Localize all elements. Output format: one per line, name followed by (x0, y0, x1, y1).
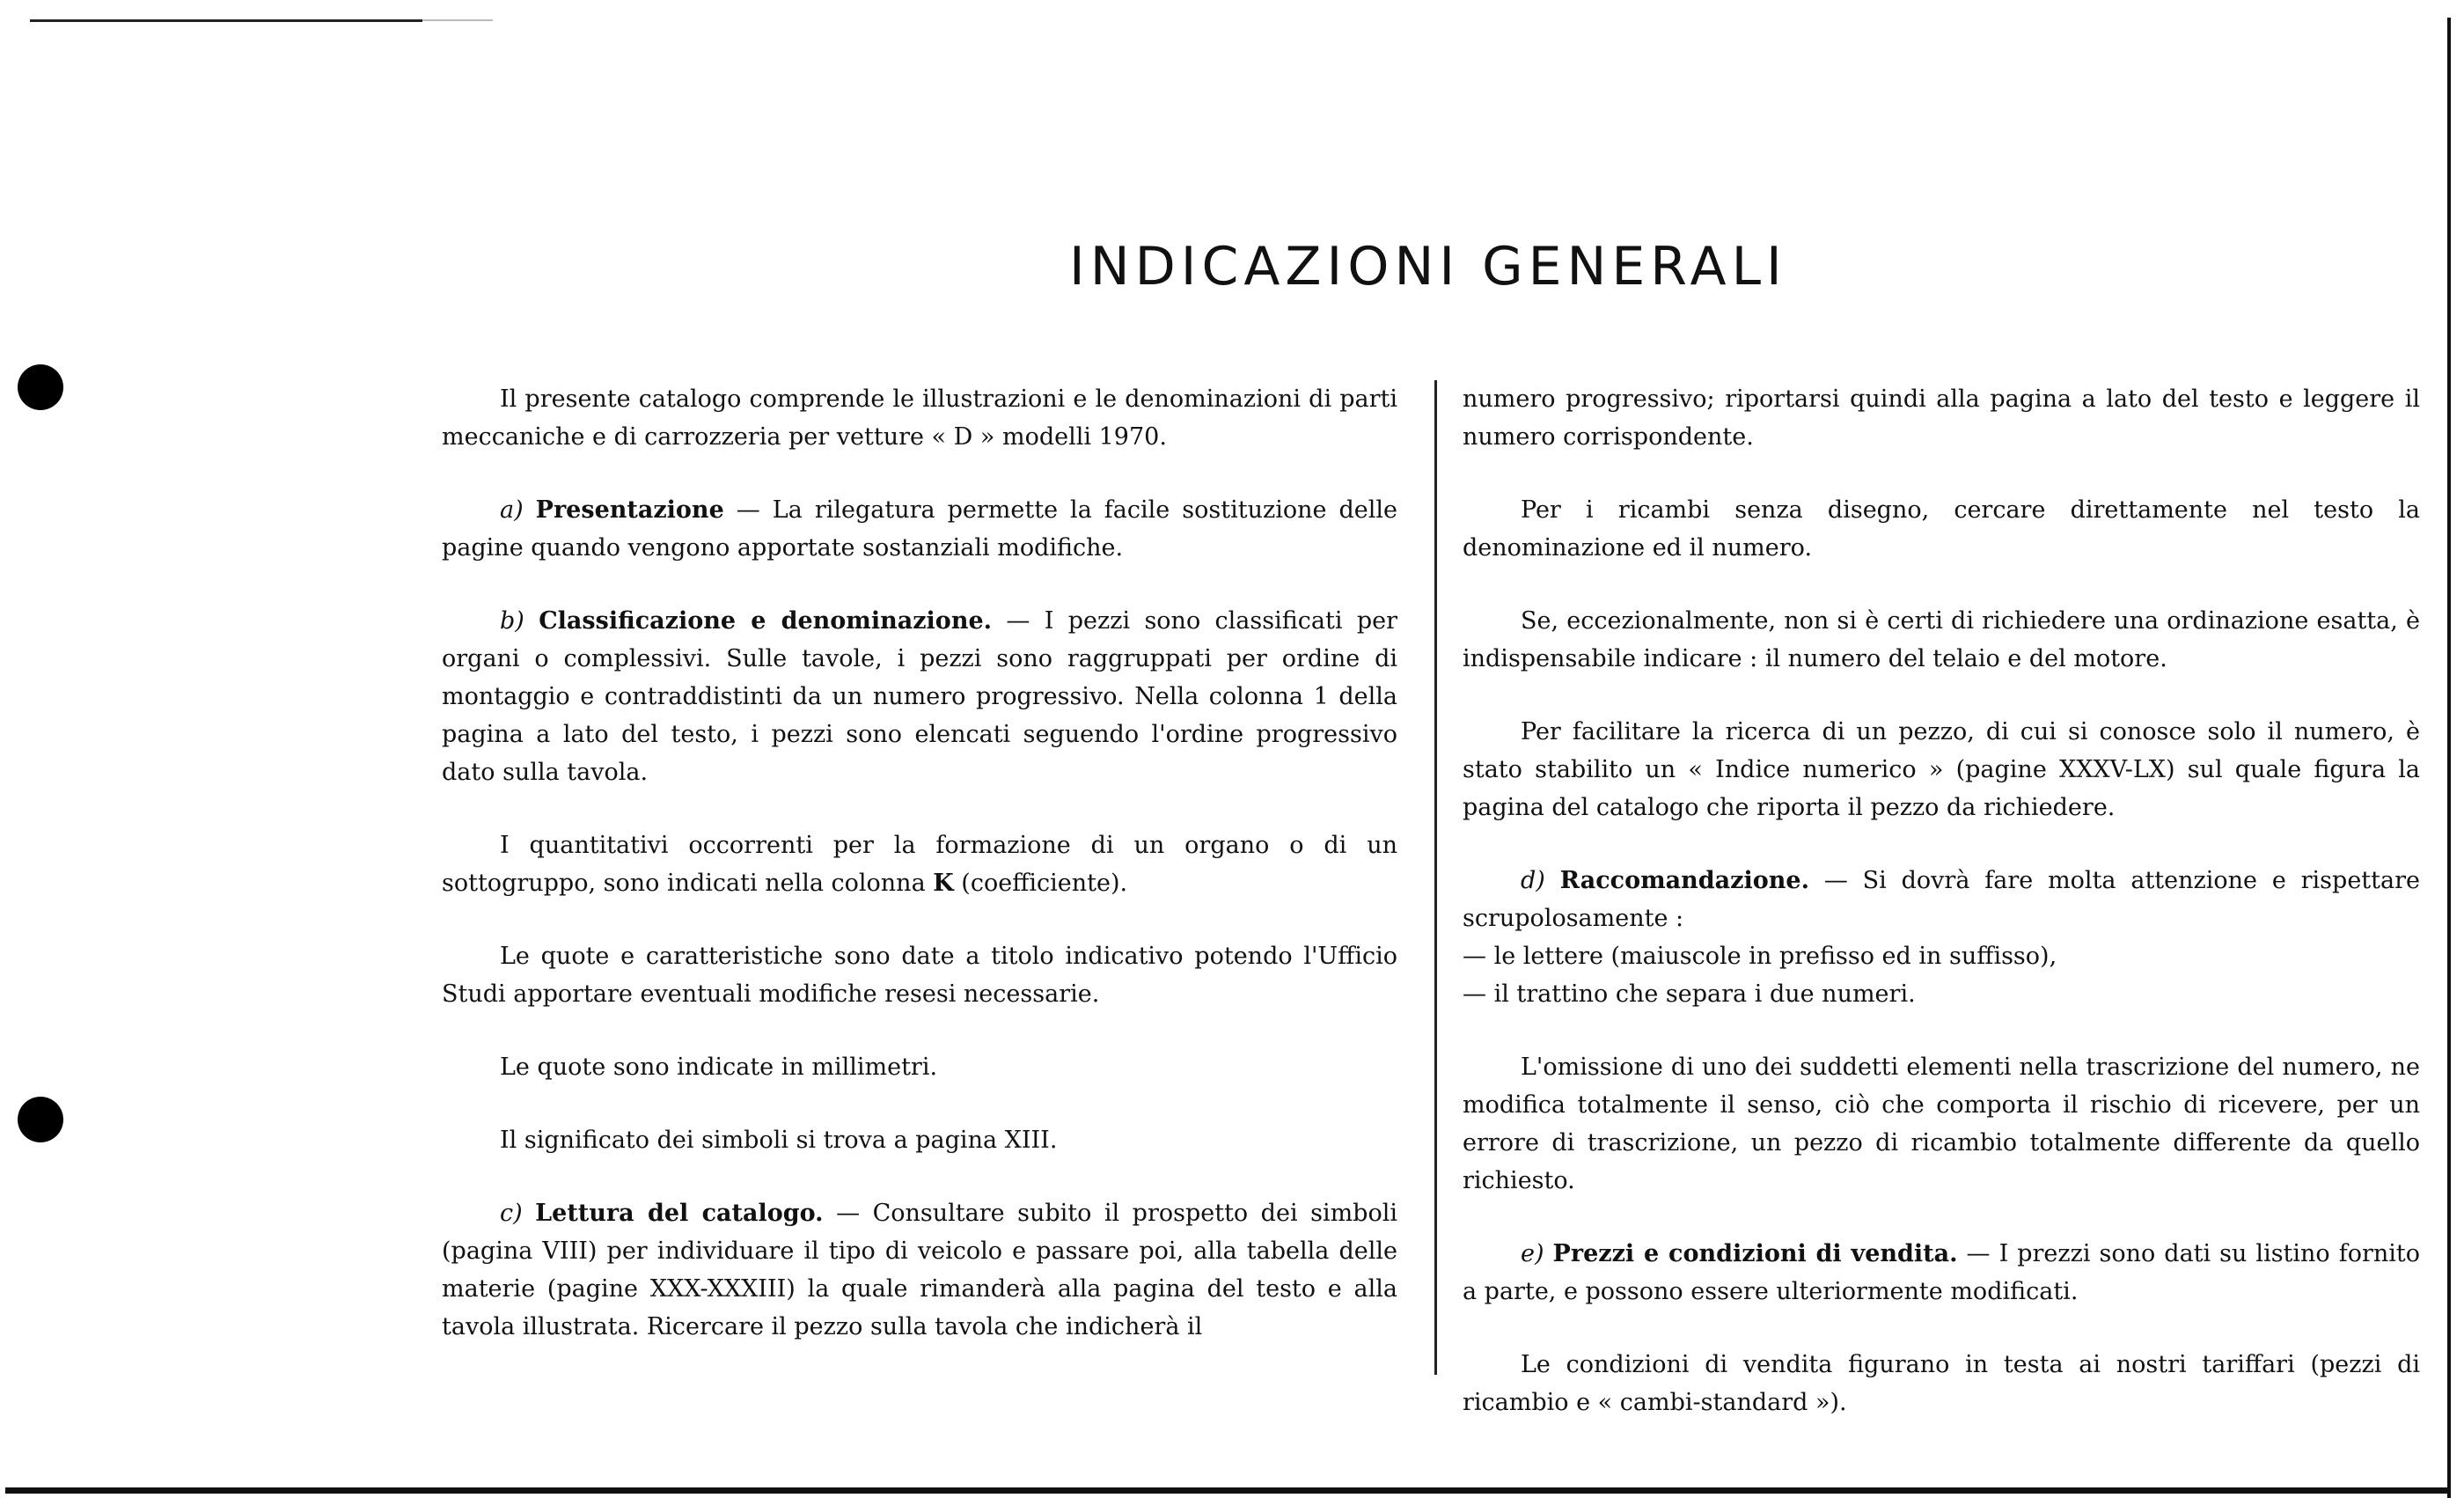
section-b-paragraph (442, 602, 1397, 791)
section-d-heading: Raccomandazione. (1559, 867, 1809, 894)
section-b-text: — I pezzi sono classificati per organi o complessivi. Sulle tavole, i pezzi sono raggruppati per ordine di montaggio e contraddistinti da un numero progressivo. Nella colonna 1 della pagina a lato del testo, i pezzi sono elencati seguendo l'ordine progressivo dato sulla tavola. (442, 607, 1397, 786)
section-e-paragraph (1463, 1235, 2420, 1311)
section-c-paragraph (442, 1194, 1397, 1346)
quantitativi-k: K (933, 870, 954, 897)
section-a-paragraph (442, 491, 1397, 567)
section-c-heading: Lettura del catalogo. (535, 1200, 824, 1227)
section-a-letter: a) (500, 496, 524, 524)
millimetri-paragraph: Le quote sono indicate in millimetri. (500, 1054, 938, 1081)
top-rule-faint (422, 19, 493, 21)
quantitativi-text: I quantitativi occorrenti per la formazione di un organo o di un sottogruppo, sono indicati nella colonna (442, 832, 1397, 897)
page-title: INDICAZIONI GENERALI (1069, 236, 1787, 297)
punch-hole-bottom (18, 1097, 63, 1142)
quote-paragraph: Le quote e caratteristiche sono date a titolo indicativo potendo l'Ufficio Studi apportare eventuali modifiche resesi necessarie. (442, 943, 1397, 1008)
intro-paragraph: Il presente catalogo comprende le illustrazioni e le denominazioni di parti meccaniche e di carrozzeria per vetture « D » modelli 1970. (442, 386, 1397, 451)
top-rule (30, 19, 422, 22)
ricerca-paragraph: Per facilitare la ricerca di un pezzo, di cui si conosce solo il numero, è stato stabilito un « Indice numerico » (pagine XXXV-LX) sul quale figura la pagina del catalogo che riporta il pezzo da richiedere. (1463, 718, 2420, 821)
dash-item-trattino: — il trattino che separa i due numeri. (1463, 980, 1916, 1008)
right-column (1463, 380, 2420, 1457)
section-b-letter: b) (500, 607, 524, 635)
section-b-heading: Classificazione e denominazione. (539, 607, 993, 635)
quantitativi-paragraph (442, 826, 1397, 902)
section-c-text: — Consultare subito il prospetto dei simboli (pagina VIII) per individuare il tipo di veicolo e passare poi, alla tabella delle materie (pagine XXX-XXXIII) la quale rimanderà alla pagina del testo e alla tavola illustrata. Ricercare il pezzo sulla tavola che indicherà il (442, 1200, 1397, 1340)
right-border (2447, 18, 2451, 1498)
left-column (442, 380, 1397, 1346)
condizioni-paragraph: Le condizioni di vendita figurano in testa ai nostri tariffari (pezzi di ricambio e « cambi-standard »). (1463, 1351, 2420, 1416)
eccezionalmente-paragraph: Se, eccezionalmente, non si è certi di richiedere una ordinazione esatta, è indispensabile indicare : il numero del telaio e del motore. (1463, 607, 2420, 672)
senza-disegno-paragraph: Per i ricambi senza disegno, cercare direttamente nel testo la denominazione ed il numero. (1463, 496, 2420, 562)
section-c-continued: numero progressivo; riportarsi quindi alla pagina a lato del testo e leggere il numero corrispondente. (1463, 386, 2420, 451)
section-a-text: — La rilegatura permette la facile sostituzione delle pagine quando vengono apportate sostanziali modifiche. (442, 496, 1397, 562)
column-divider (1434, 380, 1437, 1375)
simboli-paragraph: Il significato dei simboli si trova a pagina XIII. (500, 1127, 1058, 1154)
bottom-border (5, 1487, 2447, 1494)
section-c-letter: c) (500, 1200, 523, 1227)
dash-item-lettere: — le lettere (maiuscole in prefisso ed in suffisso), (1463, 943, 2057, 970)
section-e-text: — I prezzi sono dati su listino fornito a parte, e possono essere ulteriormente modificati. (1463, 1240, 2420, 1305)
section-e-letter: e) (1521, 1240, 1544, 1267)
omissione-paragraph: L'omissione di uno dei suddetti elementi nella trascrizione del numero, ne modifica totalmente il senso, ciò che comporta il rischio di ricevere, per un errore di trascrizione, un pezzo di ricambio totalmente differente da quello richiesto. (1463, 1054, 2420, 1194)
punch-hole-top (18, 364, 63, 410)
quantitativi-end: (coefficiente). (953, 870, 1128, 897)
section-d-paragraph (1463, 862, 2420, 937)
section-d-text: — Si dovrà fare molta attenzione e rispettare scrupolosamente : (1463, 867, 2420, 932)
section-d-letter: d) (1521, 867, 1545, 894)
section-a-heading: Presentazione (535, 496, 724, 524)
section-e-heading: Prezzi e condizioni di vendita. (1552, 1240, 1958, 1267)
